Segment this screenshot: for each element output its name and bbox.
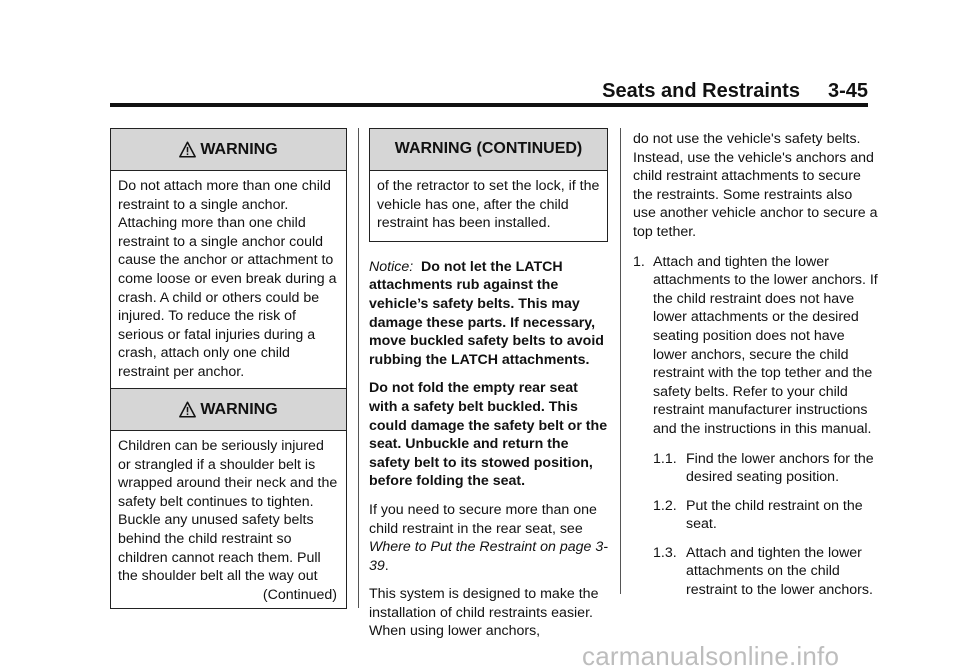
notice-label: Notice:: [369, 258, 414, 275]
secure-text: If you need to secure more than one child restraint in the rear seat, see: [369, 501, 597, 537]
page-number: 3-45: [827, 80, 868, 102]
notice-text: Do not let the LATCH attachments rub against the vehicle’s safety belts. This may damage these parts. If necessary, move buckled safety belts to avoid rubbing the LATCH attachments.: [369, 258, 604, 368]
secure-paragraph: [369, 501, 608, 575]
substep-number: 1.2.: [653, 497, 677, 514]
continued-label: (Continued): [262, 586, 337, 603]
warning-triangle-icon: [179, 141, 196, 158]
list-item: [633, 253, 878, 439]
notice-paragraph: [369, 258, 608, 370]
section-title: Seats and Restraints: [602, 80, 800, 102]
warning-title: WARNING (CONTINUED): [394, 140, 583, 158]
list-item: [653, 450, 878, 487]
warning-text: Do not attach more than one child restraint to a single anchor. Attaching more than one child restraint to a single anchor could cause the anchor or attachment to come loose or even break during a crash. A child or others could be injured. To reduce the risk of serious or fatal injuries during a crash, attach only one child restraint per anchor.: [118, 178, 337, 380]
column-3: [633, 130, 878, 610]
step-number: 1.: [633, 253, 645, 270]
warning-triangle-icon: [179, 401, 196, 418]
warning-box-2: [110, 388, 347, 609]
substep-text: Attach and tighten the lower attachments on the child restraint to the lower anchors.: [686, 544, 873, 599]
substep-number: 1.1.: [653, 450, 677, 467]
warning-text: of the retractor to set the lock, if the vehicle has one, after the child restraint has been installed.: [377, 178, 600, 232]
page-title: [540, 79, 868, 103]
cross-reference-link[interactable]: Where to Put the Restraint on page 3-39: [369, 539, 608, 574]
warning-header: [111, 389, 346, 431]
column-divider-1: [358, 128, 359, 608]
intro-paragraph: do not use the vehicle's safety belts. Instead, use the vehicle's anchors and child restraint attachments to secure the restraints. Some restraints also use another vehicle anchor to secure a top tether.: [633, 131, 878, 240]
fold-seat-paragraph: Do not fold the empty rear seat with a safety belt buckled. This could damage the safety belt or the seat. Unbuckle and return the safety belt to its stowed position, before folding the seat.: [369, 380, 608, 490]
list-item: [653, 497, 878, 534]
warning-title: WARNING: [200, 140, 278, 158]
step-text: Attach and tighten the lower attachments to the lower anchors. If the child restraint does not have lower attachments or the desired seating position does not have lower anchors, secure the child restraint with the top tether and the safety belts. Refer to your child restraint manufacturer instructions and the instructions in this manual.: [653, 253, 878, 437]
substep-number: 1.3.: [653, 544, 677, 561]
substep-text: Find the lower anchors for the desired seating position.: [686, 450, 874, 486]
substep-text: Put the child restraint on the seat.: [686, 497, 863, 533]
system-paragraph: This system is designed to make the installation of child restraints easier. When using lower anchors,: [369, 586, 599, 640]
column-divider-2: [620, 128, 621, 594]
warning-box-1: [110, 128, 347, 391]
warning-text: Children can be seriously injured or strangled if a shoulder belt is wrapped around their neck and the safety belt continues to tighten. Buckle any unused safety belts behind the child restraint so children cannot reach them. Pull the shoulder belt all the way out: [118, 438, 338, 585]
warning-header: [111, 129, 346, 171]
secure-end: .: [384, 557, 389, 574]
list-item: [653, 544, 878, 600]
warning-continued-box: [369, 128, 608, 242]
warning-header: [370, 129, 607, 171]
header-rule: [110, 103, 868, 107]
watermark: carmanualsonline.info: [582, 641, 840, 671]
column-2: [369, 128, 608, 651]
warning-title: WARNING: [200, 400, 278, 418]
